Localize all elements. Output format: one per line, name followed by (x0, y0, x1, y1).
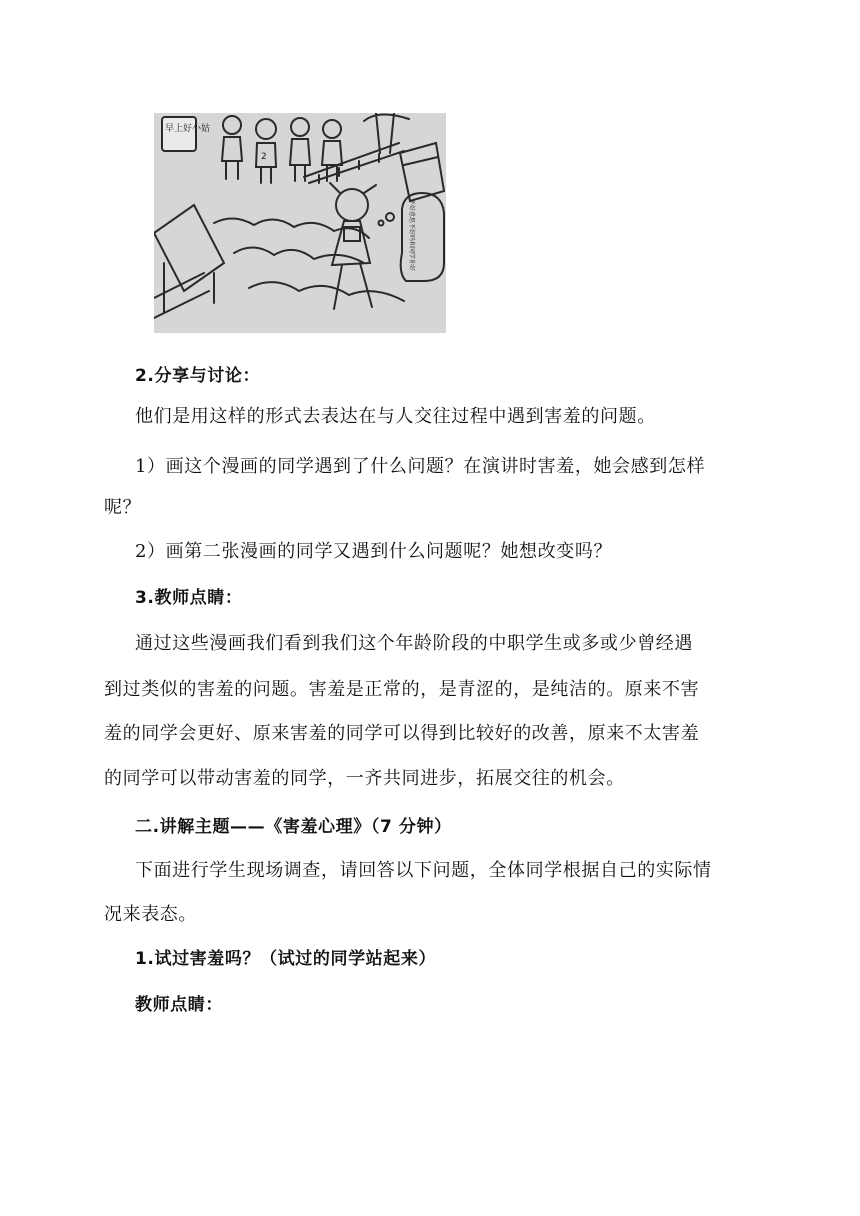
cartoon-image (154, 113, 446, 333)
question-1-line-1: 1）画这个漫画的同学遇到了什么问题？在演讲时害羞，她会感到怎样 (135, 456, 706, 477)
sign-text: 早上好小姑 (165, 124, 211, 134)
paragraph-teacher-line-3: 羞的同学会更好、原来害羞的同学可以得到比较好的改善，原来不太害羞 (104, 723, 700, 744)
cartoon-drawing (154, 113, 446, 333)
paragraph-teacher-line-2: 到过类似的害羞的问题。害羞是正常的，是青涩的，是纯洁的。原来不害 (104, 679, 700, 700)
question-shy: 1.试过害羞吗？（试过的同学站起来） (135, 949, 437, 969)
bubble-text: 不好意思不好吗和同学你好 (408, 199, 415, 272)
paragraph-intro: 他们是用这样的形式去表达在与人交往过程中遇到害羞的问题。 (135, 406, 656, 427)
paragraph-teacher-line-4: 的同学可以带动害羞的同学，一齐共同进步，拓展交往的机会。 (104, 768, 625, 789)
paragraph-survey-line-2: 况来表态。 (104, 904, 197, 925)
paragraph-survey-line-1: 下面进行学生现场调查，请回答以下问题，全体同学根据自己的实际情 (135, 860, 712, 881)
heading-section-2: 二.讲解主题——《害羞心理》（7 分钟） (135, 817, 452, 837)
heading-teacher-points: 3.教师点睛： (135, 588, 243, 608)
heading-share-discuss: 2.分享与讨论： (135, 366, 261, 386)
question-2: 2）画第二张漫画的同学又遇到什么问题呢？她想改变吗？ (135, 541, 613, 562)
figure-label: 2 (261, 152, 267, 162)
question-1-line-2: 呢？ (104, 497, 142, 518)
paragraph-teacher-line-1: 通过这些漫画我们看到我们这个年龄阶段的中职学生或多或少曾经遇 (135, 633, 693, 654)
heading-teacher-points-2: 教师点睛： (135, 995, 223, 1015)
